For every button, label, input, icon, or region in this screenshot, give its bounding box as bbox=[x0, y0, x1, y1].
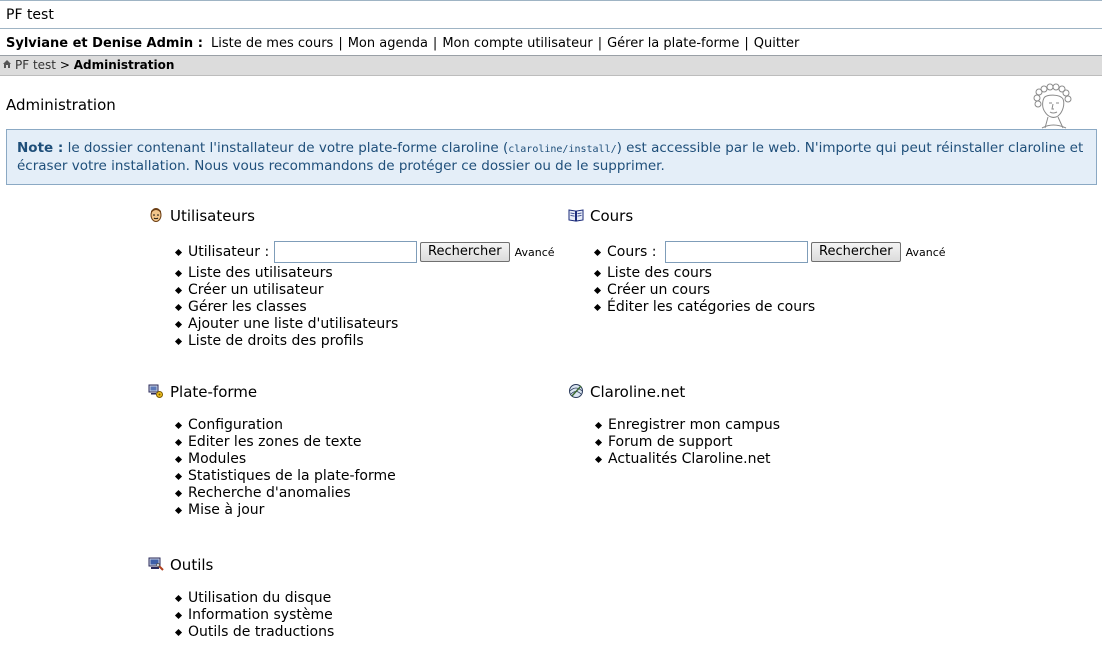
claroline-news-link[interactable]: Actualités Claroline.net bbox=[608, 451, 771, 467]
create-user-link[interactable]: Créer un utilisateur bbox=[188, 282, 324, 298]
list-item bbox=[596, 451, 780, 468]
tools-section bbox=[148, 556, 568, 646]
note-label: Note : bbox=[17, 140, 64, 156]
courses-section bbox=[568, 207, 988, 317]
list-item bbox=[176, 502, 396, 519]
modules-link[interactable]: Modules bbox=[188, 451, 247, 467]
list-item bbox=[176, 607, 334, 624]
users-section bbox=[148, 207, 568, 357]
user-search-button[interactable]: Rechercher bbox=[420, 242, 510, 262]
list-item bbox=[176, 299, 555, 316]
claroline-net-menu bbox=[596, 417, 780, 468]
course-search-label: Cours : bbox=[607, 244, 657, 260]
note-text-after: ) est accessible par le web. N'importe qui peut réinstaller claroline et écraser votre installation. Nous vous recommandons de protéger ce dossier ou de le supprimer. bbox=[17, 140, 1084, 174]
breadcrumb-current: Administration bbox=[73, 58, 175, 72]
upgrade-link[interactable]: Mise à jour bbox=[188, 502, 265, 518]
logout-link[interactable]: Quitter bbox=[753, 36, 800, 51]
add-user-list-link[interactable]: Ajouter une liste d'utilisateurs bbox=[188, 316, 399, 332]
user-name: Sylviane et Denise Admin : bbox=[6, 36, 203, 51]
list-item bbox=[176, 451, 396, 468]
tools-section-title: Outils bbox=[170, 556, 214, 574]
user-advanced-search-link[interactable]: Avancé bbox=[514, 246, 555, 259]
anomaly-search-link[interactable]: Recherche d'anomalies bbox=[188, 485, 351, 501]
list-item bbox=[176, 265, 555, 282]
home-icon[interactable] bbox=[2, 59, 12, 69]
tools-menu bbox=[176, 590, 334, 641]
system-info-link[interactable]: Information système bbox=[188, 607, 333, 623]
claroline-net-icon bbox=[568, 383, 584, 399]
my-agenda-link[interactable]: Mon agenda bbox=[347, 36, 428, 51]
platform-statistics-link[interactable]: Statistiques de la plate-forme bbox=[188, 468, 396, 484]
list-item bbox=[595, 282, 946, 299]
breadcrumb-separator: > bbox=[59, 58, 70, 72]
list-item bbox=[176, 282, 555, 299]
claroline-net-section bbox=[568, 383, 988, 483]
edit-course-categories-link[interactable]: Éditer les catégories de cours bbox=[607, 299, 816, 315]
list-item bbox=[176, 624, 334, 641]
list-courses-link[interactable]: Liste des cours bbox=[607, 265, 712, 281]
manage-platform-link[interactable]: Gérer la plate-forme bbox=[607, 36, 740, 51]
install-path: claroline/install/ bbox=[508, 144, 617, 155]
page-title: Administration bbox=[6, 96, 116, 114]
profile-rights-link[interactable]: Liste de droits des profils bbox=[188, 333, 364, 349]
claroline-net-section-title: Claroline.net bbox=[590, 383, 686, 401]
my-account-link[interactable]: Mon compte utilisateur bbox=[442, 36, 593, 51]
course-search-input[interactable] bbox=[665, 241, 808, 263]
list-item bbox=[176, 316, 555, 333]
list-item bbox=[596, 434, 780, 451]
manage-classes-link[interactable]: Gérer les classes bbox=[188, 299, 307, 315]
site-name[interactable]: PF test bbox=[6, 7, 54, 23]
edit-text-zones-link[interactable]: Editer les zones de texte bbox=[188, 434, 362, 450]
tools-icon bbox=[148, 556, 164, 572]
configuration-link[interactable]: Configuration bbox=[188, 417, 283, 433]
top-bar bbox=[0, 0, 1102, 29]
users-menu bbox=[176, 240, 555, 350]
separator: | bbox=[338, 36, 343, 51]
platform-section-title: Plate-forme bbox=[170, 383, 258, 401]
platform-icon bbox=[148, 383, 164, 399]
list-item bbox=[176, 417, 396, 434]
courses-section-title: Cours bbox=[590, 207, 634, 225]
course-search-button[interactable]: Rechercher bbox=[811, 242, 901, 262]
user-search-label: Utilisateur : bbox=[188, 244, 270, 260]
create-course-link[interactable]: Créer un cours bbox=[607, 282, 711, 298]
list-users-link[interactable]: Liste des utilisateurs bbox=[188, 265, 333, 281]
claroline-portrait-logo bbox=[1030, 82, 1076, 130]
breadcrumb bbox=[0, 56, 1102, 76]
separator: | bbox=[432, 36, 438, 51]
register-campus-link[interactable]: Enregistrer mon campus bbox=[608, 417, 781, 433]
course-search-row bbox=[595, 240, 946, 265]
list-item bbox=[176, 468, 396, 485]
list-item bbox=[176, 590, 334, 607]
separator: | bbox=[744, 36, 749, 51]
course-advanced-search-link[interactable]: Avancé bbox=[905, 246, 946, 259]
support-forum-link[interactable]: Forum de support bbox=[608, 434, 733, 450]
book-icon bbox=[568, 207, 584, 223]
translation-tools-link[interactable]: Outils de traductions bbox=[188, 624, 335, 640]
list-item bbox=[176, 485, 396, 502]
user-icon bbox=[148, 207, 164, 223]
platform-section bbox=[148, 383, 568, 523]
list-item bbox=[176, 434, 396, 451]
users-section-title: Utilisateurs bbox=[170, 207, 255, 225]
my-courses-link[interactable]: Liste de mes cours bbox=[211, 36, 334, 51]
platform-menu bbox=[176, 417, 396, 519]
user-search-row bbox=[176, 240, 555, 265]
list-item bbox=[596, 417, 780, 434]
list-item bbox=[595, 265, 946, 282]
install-warning-note bbox=[6, 129, 1097, 185]
list-item bbox=[595, 299, 946, 316]
list-item bbox=[176, 333, 555, 350]
user-bar bbox=[0, 29, 1102, 56]
breadcrumb-home-link[interactable]: PF test bbox=[15, 58, 56, 72]
disk-usage-link[interactable]: Utilisation du disque bbox=[188, 590, 332, 606]
user-search-input[interactable] bbox=[274, 241, 417, 263]
courses-menu bbox=[595, 240, 946, 316]
separator: | bbox=[597, 36, 603, 51]
note-text-before: le dossier contenant l'installateur de votre plate-forme claroline ( bbox=[63, 140, 509, 156]
